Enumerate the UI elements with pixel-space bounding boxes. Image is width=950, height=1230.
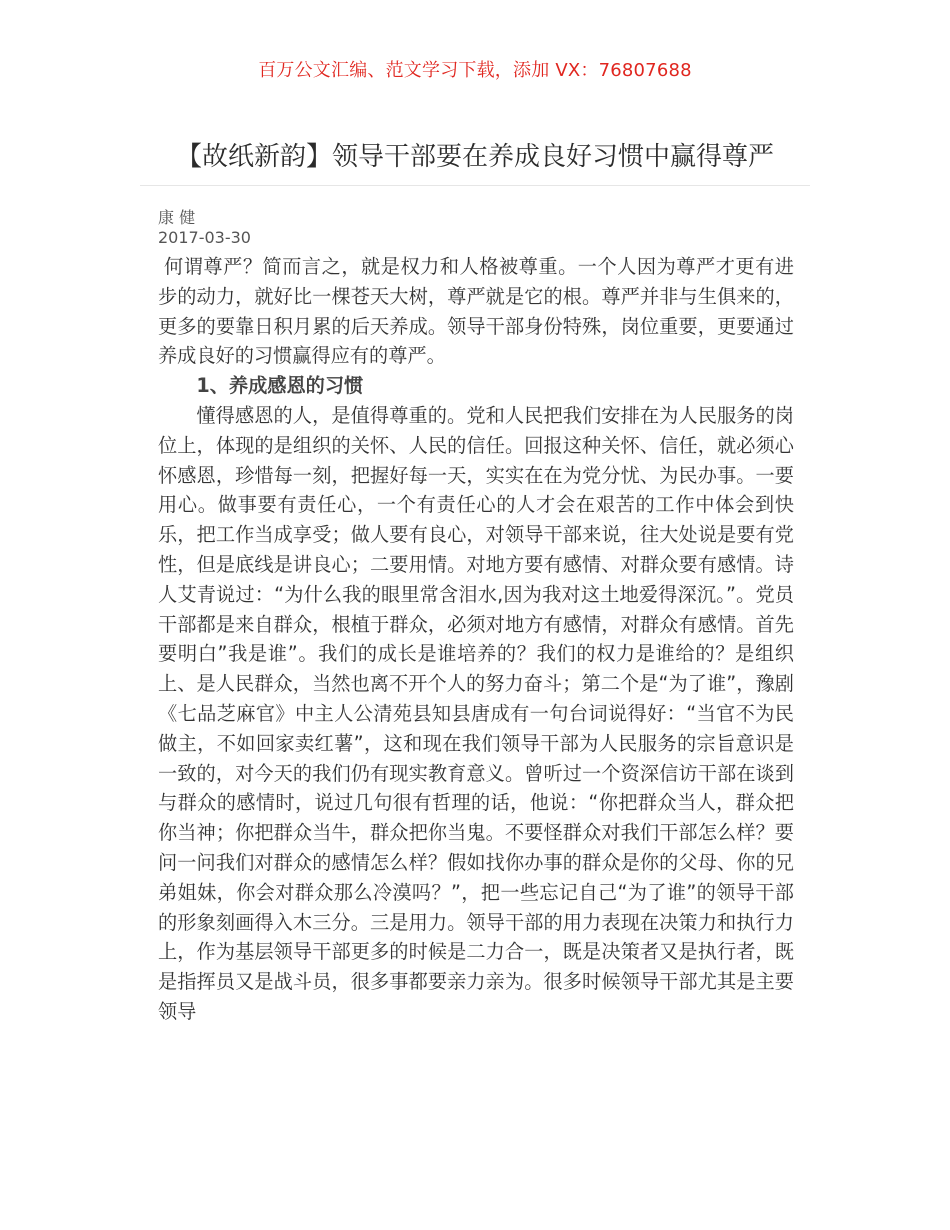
article-author: 康 健 (158, 208, 196, 227)
promo-banner: 百万公文汇编、范文学习下载，添加 VX：76807688 (258, 60, 692, 81)
article-body (158, 252, 794, 1027)
article-date: 2017-03-30 (158, 228, 251, 247)
title-divider (140, 185, 810, 186)
section-paragraph: 懂得感恩的人，是值得尊重的。党和人民把我们安排在为人民服务的岗位上，体现的是组织的关怀、人民的信任。回报这种关怀、信任，就必须心怀感恩，珍惜每一刻，把握好每一天，实实在在为党分忧、为民办事。一要用心。做事要有责任心，一个有责任心的人才会在艰苦的工作中体会到快乐，把工作当成享受；做人要有良心，对领导干部来说，往大处说是要有党性，但是底线是讲良心；二要用情。对地方要有感情、对群众要有感情。诗人艾青说过：“为什么我的眼里常含泪水,因为我对这土地爱得深沉。”。党员干部都是来自群众，根植于群众，必须对地方有感情，对群众有感情。首先要明白”我是谁”。我们的成长是谁培养的？我们的权力是谁给的？是组织上、是人民群众，当然也离不开个人的努力奋斗；第二个是“为了谁”，豫剧《七品芝麻官》中主人公清苑县知县唐成有一句台词说得好：“当官不为民做主，不如回家卖红薯”，这和现在我们领导干部为人民服务的宗旨意识是一致的，对今天的我们仍有现实教育意义。曾听过一个资深信访干部在谈到与群众的感情时，说过几句很有哲理的话，他说：“你把群众当人，群众把你当神；你把群众当牛，群众把你当鬼。不要怪群众对我们干部怎么样？要问一问我们对群众的感情怎么样？假如找你办事的群众是你的父母、你的兄弟姐妹，你会对群众那么冷漠吗？”，把一些忘记自己“为了谁”的领导干部的形象刻画得入木三分。三是用力。领导干部的用力表现在决策力和执行力上，作为基层领导干部更多的时候是二力合一，既是决策者又是执行者，既是指挥员又是战斗员，很多事都要亲力亲为。很多时候领导干部尤其是主要领导 (158, 403, 794, 1023)
section-heading: 1、养成感恩的习惯 (196, 374, 364, 398)
intro-paragraph: 何谓尊严？简而言之，就是权力和人格被尊重。一个人因为尊严才更有进步的动力，就好比一棵苍天大树，尊严就是它的根。尊严并非与生俱来的，更多的要靠日积月累的后天养成。领导干部身份特殊，岗位重要，更要通过养成良好的习惯赢得应有的尊严。 (158, 255, 794, 368)
article-title: 【故纸新韵】领导干部要在养成良好习惯中赢得尊严 (175, 142, 774, 172)
